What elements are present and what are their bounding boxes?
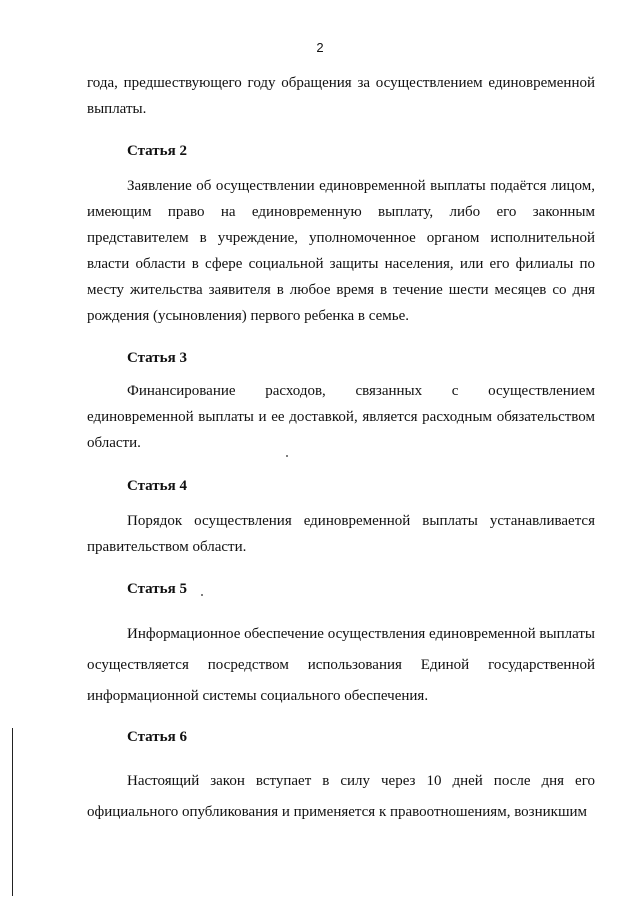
article-2-text: Заявление об осуществлении единовременной выплаты подаётся лицом, имеющим право на единовременную выплату, либо его законным представителем в учреждение, уполномоченное органом исполнительной власти области в сфере социальной защиты населения, или его филиалы по месту жительства заявителя в любое время в течение шести месяцев со дня рождения (усыновления) первого ребенка в семье. — [87, 178, 595, 324]
article-6-text: Настоящий закон вступает в силу через 10 дней после дня его официального опубликования и применяется к правоотношениям, возникшим — [87, 773, 595, 820]
article-3-heading: Статья 3 — [127, 350, 187, 366]
article-5-heading: Статья 5 — [127, 581, 187, 597]
article-5-text: Информационное обеспечение осуществления единовременной выплаты осуществляется посредством использования Единой государственной информационной системы социального обеспечения. — [87, 626, 596, 704]
scan-speck — [201, 594, 203, 596]
article-6-heading: Статья 6 — [127, 729, 187, 745]
article-4-heading: Статья 4 — [127, 478, 187, 494]
article-3-text: Финансирование расходов, связанных с осуществлением единовременной выплаты и ее доставкой, является расходным обязательством области. — [87, 383, 595, 451]
continuation-paragraph: года, предшествующего году обращения за осуществлением единовременной выплаты. — [87, 75, 595, 117]
page-number: 2 — [316, 40, 324, 55]
article-2-heading: Статья 2 — [127, 143, 187, 159]
article-4-text: Порядок осуществления единовременной выплаты устанавливается правительством области. — [87, 513, 595, 555]
scan-edge-line — [12, 728, 13, 896]
scan-speck — [286, 455, 288, 457]
